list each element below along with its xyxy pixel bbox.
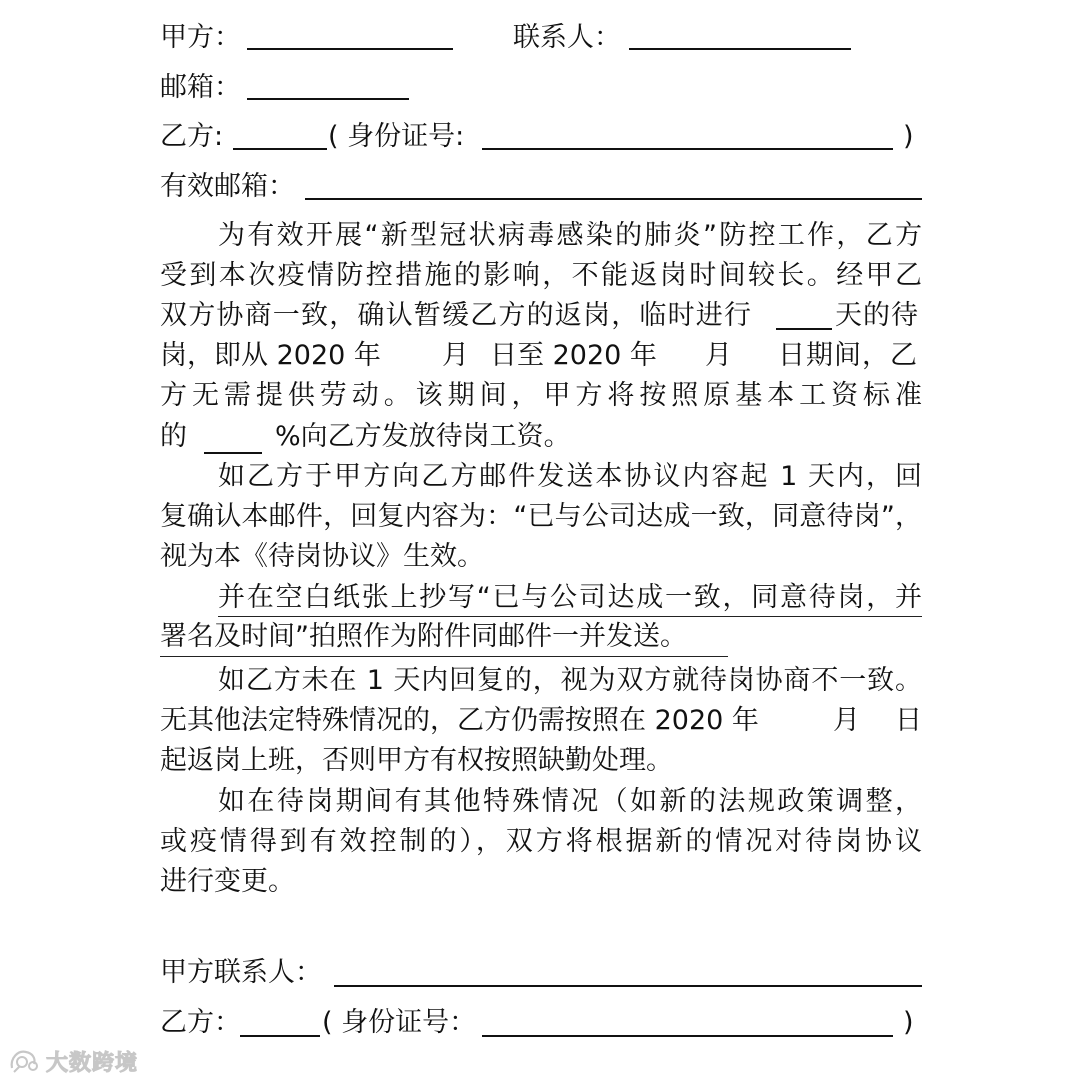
paragraph-3-underline-1	[218, 616, 922, 617]
paragraph-4-line-3: 起返岗上班，否则甲方有权按照缺勤处理。	[160, 745, 673, 776]
party-a-contact-label: 甲方联系人：	[160, 957, 322, 988]
contact-label: 联系人：	[513, 22, 621, 53]
party-b-label: 乙方:	[160, 121, 224, 152]
paragraph-3-line-2: 署名及时间”拍照作为附件同邮件一并发送。	[160, 621, 687, 652]
paragraph-3-line-1: 并在空白纸张上抄写“已与公司达成一致，同意待岗，并	[218, 582, 922, 613]
paragraph-5-line-1: 如在待岗期间有其他特殊情况（如新的法规政策调整，	[218, 786, 922, 817]
paragraph-1-line-6a: 的	[160, 421, 187, 452]
paragraph-1-line-6b: %向乙方发放待岗工资。	[275, 421, 571, 452]
paragraph-1-line-4-day: 日至 2020 年	[490, 340, 657, 371]
id-number-label: ( 身份证号:	[328, 121, 465, 152]
footer-party-b-label: 乙方：	[160, 1007, 241, 1038]
party-a-blank[interactable]	[247, 48, 453, 50]
brand-logo-icon	[8, 1046, 42, 1076]
footer-party-b-blank[interactable]	[240, 1035, 320, 1037]
footer-id-number-close: )	[903, 1007, 914, 1038]
paragraph-4-line-2-start: 无其他法定特殊情况的，乙方仍需按照在 2020 年	[160, 705, 759, 736]
party-b-blank[interactable]	[233, 148, 327, 150]
watermark	[8, 1044, 138, 1078]
valid-email-label: 有效邮箱：	[160, 171, 295, 202]
paragraph-5-line-3: 进行变更。	[160, 866, 295, 897]
paragraph-3-underline-2	[160, 656, 728, 657]
wait-days-blank[interactable]	[776, 328, 832, 330]
email-blank[interactable]	[247, 98, 409, 100]
paragraph-2-line-3: 视为本《待岗协议》生效。	[160, 541, 484, 572]
paragraph-1-line-4-month2: 月	[705, 340, 732, 371]
wage-percent-blank[interactable]	[204, 452, 262, 454]
party-a-label: 甲方：	[160, 22, 241, 53]
paragraph-2-line-2: 复确认本邮件，回复内容为：“已与公司达成一致，同意待岗”，	[160, 501, 922, 532]
paragraph-1-line-1: 为有效开展“新型冠状病毒感染的肺炎”防控工作，乙方	[218, 220, 922, 251]
paragraph-1-line-3b: 天的待	[835, 300, 919, 331]
paragraph-4-line-2-day: 日	[895, 705, 922, 736]
paragraph-1-line-4-end: 日期间，乙	[778, 340, 918, 371]
id-number-blank[interactable]	[482, 148, 893, 150]
paragraph-1-line-4-month: 月	[442, 340, 469, 371]
paragraph-1-line-5: 方无需提供劳动。该期间，甲方将按照原基本工资标准	[160, 380, 922, 411]
watermark-text: 大数跨境	[46, 1050, 139, 1076]
paragraph-2-line-1: 如乙方于甲方向乙方邮件发送本协议内容起 1 天内，回	[218, 461, 922, 492]
paragraph-1-line-4-start: 岗，即从 2020 年	[160, 340, 381, 371]
id-number-close: )	[903, 121, 914, 152]
party-a-contact-blank[interactable]	[334, 985, 922, 987]
paragraph-1-line-2: 受到本次疫情防控措施的影响，不能返岗时间较长。经甲乙	[160, 260, 922, 291]
footer-id-number-label: ( 身份证号：	[322, 1007, 477, 1038]
paragraph-4-line-1: 如乙方未在 1 天内回复的，视为双方就待岗协商不一致。	[218, 665, 922, 696]
paragraph-1-line-3a: 双方协商一致，确认暂缓乙方的返岗，临时进行	[160, 300, 753, 331]
paragraph-4-line-2-month: 月	[833, 705, 860, 736]
valid-email-blank[interactable]	[305, 198, 922, 200]
paragraph-5-line-2: 或疫情得到有效控制的），双方将根据新的情况对待岗协议	[160, 826, 922, 857]
contact-blank[interactable]	[629, 48, 851, 50]
footer-id-number-blank[interactable]	[482, 1035, 893, 1037]
email-label: 邮箱：	[160, 72, 241, 103]
